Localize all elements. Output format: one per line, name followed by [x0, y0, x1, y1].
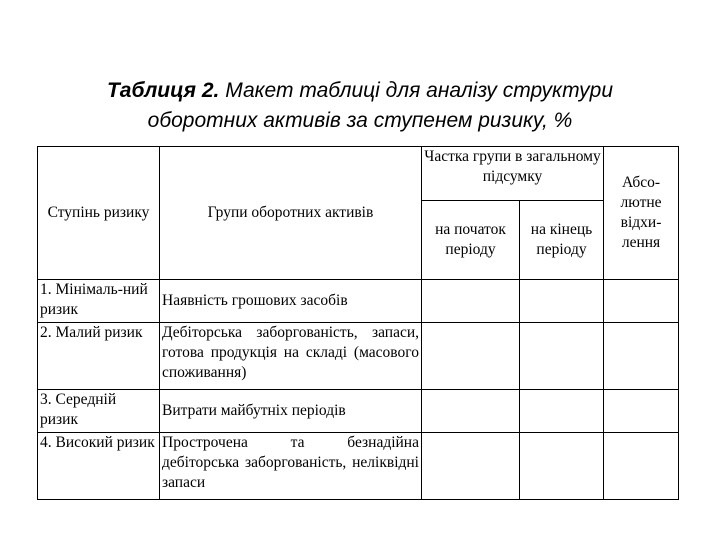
header-absolute-deviation: Абсо-лютне відхи-лення	[604, 147, 679, 280]
deviation-cell	[604, 323, 679, 390]
risk-structure-table	[37, 146, 679, 500]
table-row	[38, 433, 679, 500]
start-value-cell	[422, 433, 520, 500]
table-row	[38, 323, 679, 390]
header-risk-degree: Ступінь ризику	[38, 147, 160, 280]
start-value-cell	[422, 390, 520, 433]
end-value-cell	[520, 390, 604, 433]
deviation-cell	[604, 390, 679, 433]
risk-cell: 2. Малий ризик	[38, 323, 160, 390]
start-value-cell	[422, 323, 520, 390]
group-cell: Витрати майбутніх періодів	[160, 390, 422, 433]
title-text-line2: оборотних активів за ступенем ризику, %	[147, 109, 573, 132]
risk-cell: 3. Середній ризик	[38, 390, 160, 433]
end-value-cell	[520, 280, 604, 323]
risk-cell: 4. Високий ризик	[38, 433, 160, 500]
header-share-group: Частка групи в загальному підсумку	[422, 147, 604, 201]
table-title	[0, 76, 720, 136]
end-value-cell	[520, 433, 604, 500]
deviation-cell	[604, 280, 679, 323]
title-text-line1: Макет таблиці для аналізу структури	[219, 79, 614, 102]
end-value-cell	[520, 323, 604, 390]
group-cell: Наявність грошових засобів	[160, 280, 422, 323]
header-end-period: на кінець періоду	[520, 201, 604, 280]
table-row	[38, 390, 679, 433]
table-row	[38, 280, 679, 323]
header-start-period: на початок періоду	[422, 201, 520, 280]
group-cell: Дебіторська заборгованість, запаси, готова продукція на складі (масового споживання)	[160, 323, 422, 390]
header-asset-groups: Групи оборотних активів	[160, 147, 422, 280]
deviation-cell	[604, 433, 679, 500]
group-cell: Прострочена та безнадійна дебіторська заборгованість, неліквідні запаси	[160, 433, 422, 500]
risk-cell: 1. Мінімаль-ний ризик	[38, 280, 160, 323]
table-number: Таблиця 2.	[106, 79, 220, 102]
start-value-cell	[422, 280, 520, 323]
